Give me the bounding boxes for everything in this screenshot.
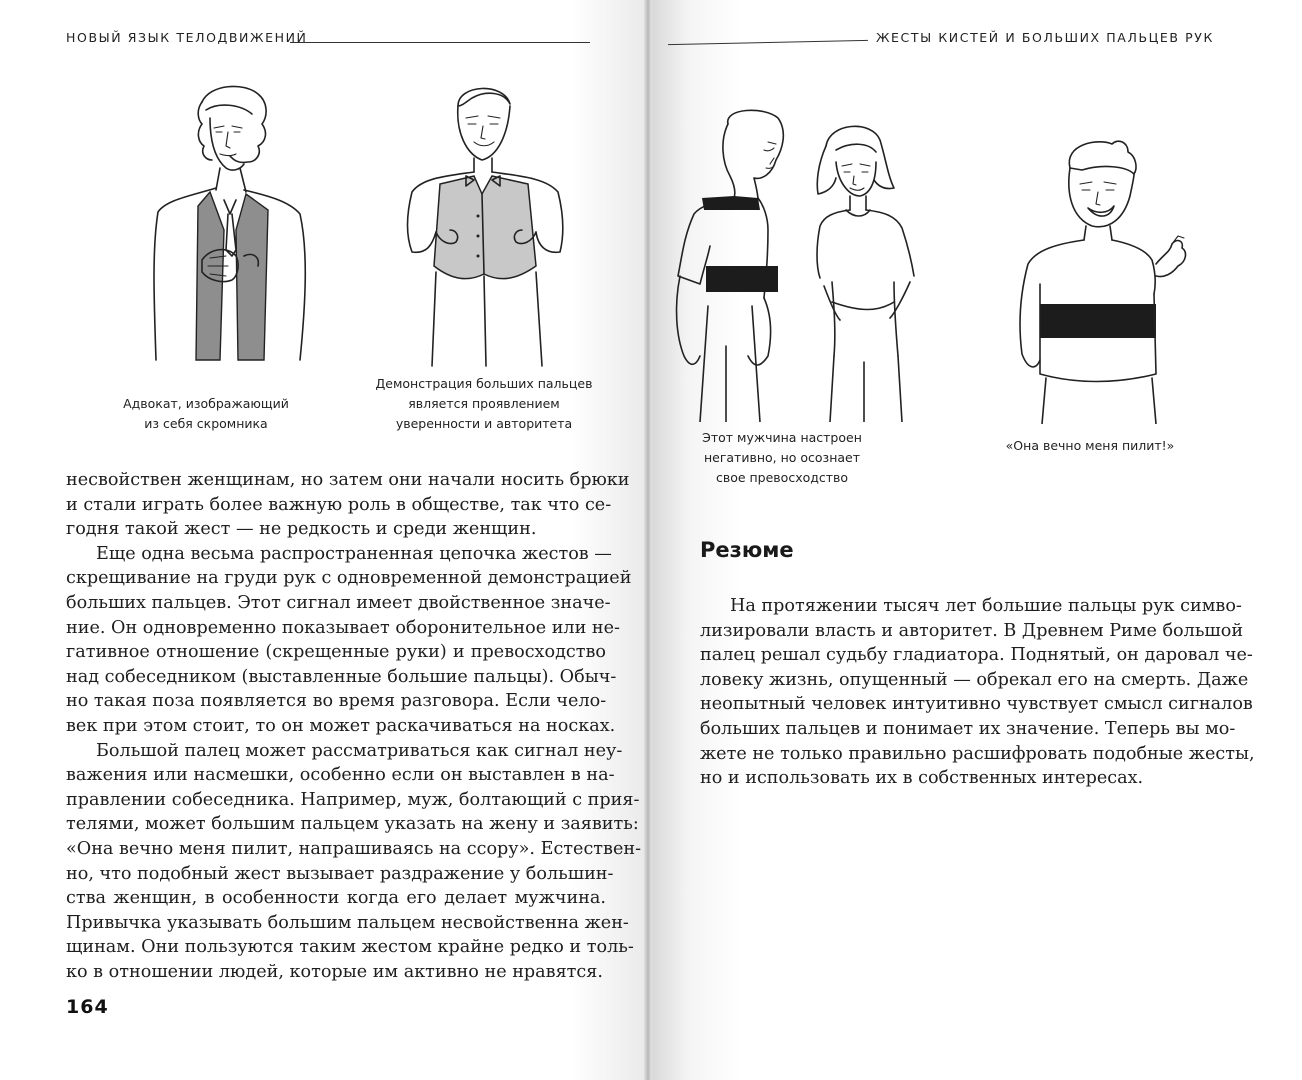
lawyer-illustration <box>140 80 320 380</box>
paragraph <box>700 594 1255 791</box>
text-line: но, что подобный жест вызывает раздражение у большин- <box>66 863 614 884</box>
left-running-head: НОВЫЙ ЯЗЫК ТЕЛОДВИЖЕНИЙ <box>66 30 308 45</box>
right-running-head: ЖЕСТЫ КИСТЕЙ И БОЛЬШИХ ПАЛЬЦЕВ РУК <box>875 30 1214 45</box>
text-line: скрещивание на груди рук с одновременной демонстрацией <box>66 568 632 589</box>
text-line: Еще одна весьма распространенная цепочка жестов — <box>96 543 612 564</box>
text-line: «Она вечно меня пилит, напрашиваясь на ссору». Естествен- <box>66 838 642 859</box>
text-line: век при этом стоит, то он может раскачиваться на носках. <box>66 715 616 736</box>
text-line: жете не только правильно расшифровать подобные жесты, <box>700 743 1255 764</box>
caption-line: из себя скромника <box>144 416 268 431</box>
summary-text <box>700 594 1255 791</box>
text-line: Большой палец может рассматриваться как сигнал неу- <box>96 740 623 761</box>
text-line: На протяжении тысяч лет большие пальцы рук симво- <box>730 596 1242 616</box>
caption-line: негативно, но осознает <box>703 450 861 465</box>
section-title: Резюме <box>700 538 794 562</box>
text-line: палец решал судьбу гладиатора. Поднятый, он даровал че- <box>700 645 1253 666</box>
text-line: неопытный человек интуитивно чувствует смысл сигналов <box>700 694 1253 715</box>
text-line: больших пальцев и понимает их значение. Теперь вы мо- <box>700 718 1236 739</box>
text-line: годня такой жест — не редкость и среди женщин. <box>66 519 537 540</box>
book-gutter <box>644 0 652 1080</box>
caption-line: является проявлением <box>408 396 560 411</box>
text-line: и стали играть более важную роль в обществе, так что се- <box>66 494 612 515</box>
text-line: Привычка указывать большим пальцем несвойственна жен- <box>66 912 629 933</box>
caption-line: Адвокат, изображающий <box>123 396 289 411</box>
caption-line: уверенности и авторитета <box>395 416 573 431</box>
thumb-pointing-man-illustration <box>1006 134 1206 424</box>
vest-caption <box>354 374 614 434</box>
text-line: но и использовать их в собственных интересах. <box>700 768 1144 789</box>
left-body-text <box>66 468 642 984</box>
text-line: ко в отношении людей, которые им активно не нравятся. <box>66 961 603 982</box>
paragraph <box>66 468 630 542</box>
text-line: больших пальцев. Этот сигнал имеет двойственное значе- <box>66 592 611 613</box>
text-line: правлении собеседника. Например, муж, болтающий с прия- <box>66 789 640 810</box>
text-line: важения или насмешки, особенно если он выставлен в на- <box>66 765 615 786</box>
text-line: гативное отношение (скрещенные руки) и превосходство <box>66 642 606 663</box>
text-line: ловеку жизнь, опущенный — обрекал его на смерть. Даже <box>700 669 1249 690</box>
text-line: над собеседником (выставленные большие пальцы). Обыч- <box>66 666 617 687</box>
caption-line: «Она вечно меня пилит!» <box>1005 438 1175 453</box>
couple-caption <box>682 428 882 488</box>
left-head-rule <box>290 42 590 43</box>
text-line: телями, может большим пальцем указать на жену и заявить: <box>66 814 639 835</box>
text-line: щинам. Они пользуются таким жестом крайне редко и толь- <box>66 937 634 958</box>
text-line: но такая поза появляется во время разговора. Если чело- <box>66 691 607 712</box>
paragraph <box>66 542 632 739</box>
caption-line: Демонстрация больших пальцев <box>375 376 593 391</box>
couple-illustration <box>664 106 934 422</box>
caption-line: Этот мужчина настроен <box>702 430 862 445</box>
paragraph <box>66 739 642 985</box>
page-number: 164 <box>66 996 109 1018</box>
text-line: ства женщин, в особенности когда его делает мужчина. <box>66 888 606 909</box>
caption-line: свое превосходство <box>715 470 849 485</box>
thumb-caption <box>990 436 1190 456</box>
text-line: несвойствен женщинам, но затем они начали носить брюки <box>66 470 630 490</box>
text-line: лизировали власть и авторитет. В Древнем Риме большой <box>700 620 1244 641</box>
vest-man-illustration <box>396 76 576 376</box>
lawyer-caption <box>86 394 326 434</box>
text-line: ние. Он одновременно показывает оборонительное или не- <box>66 617 620 638</box>
